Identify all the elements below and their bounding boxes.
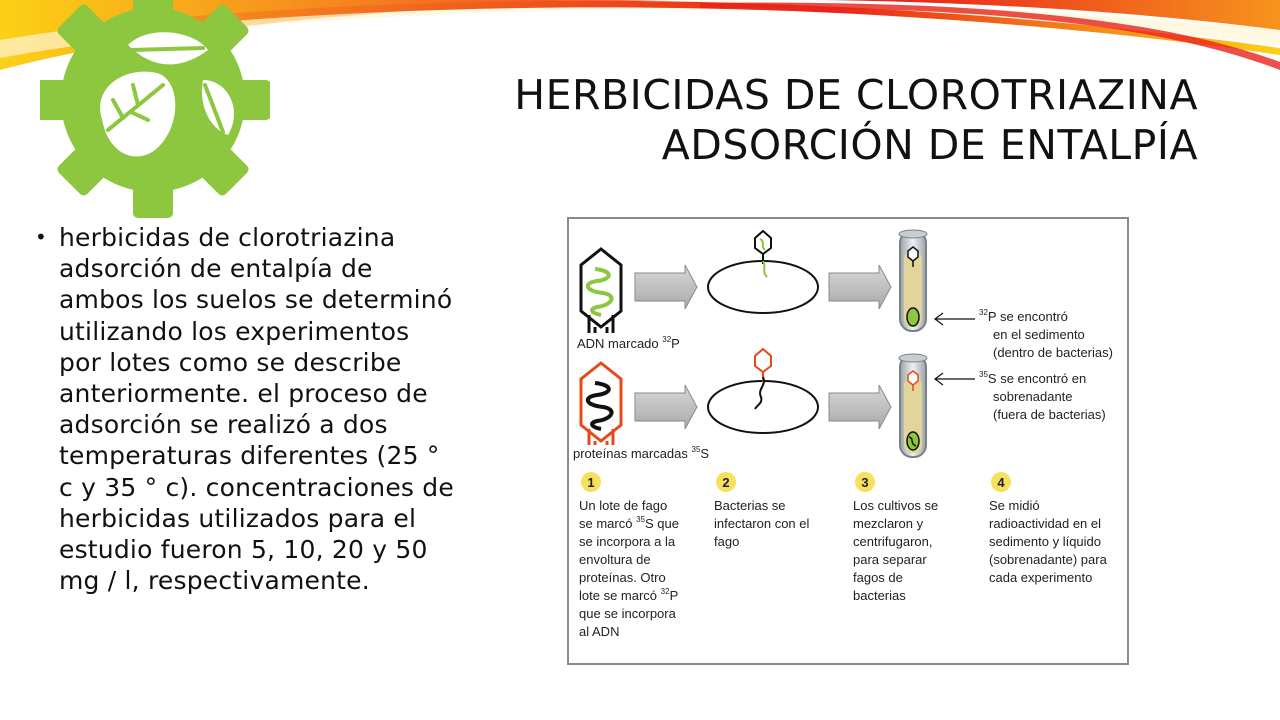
step-number: 4 [997,475,1005,490]
bullet-list [34,222,454,596]
title-line-1: HERBICIDAS DE CLOROTRIAZINA [514,71,1198,119]
leaf-gear-icon [40,0,270,225]
title-line-2: ADSORCIÓN DE ENTALPÍA [661,121,1198,169]
step-text-line: radioactividad en el [989,516,1102,531]
test-tube-2 [899,354,927,457]
step-text-line: envoltura de [579,552,651,567]
bullet-text: herbicidas de clorotriazina adsorción de entalpía de ambos los suelos se determinó utilizando los experimentos por lotes como se describe anteriormente. el proceso de adsorción se realizó a dos temperaturas diferentes (25 ° c y 35 ° c). concentraciones de herbicidas utilizados para el estudio fueron 5, 10, 20 y 50 mg / l, respectivamente. [59,223,454,596]
step-text-line: Bacterias se [714,498,786,513]
step-text-line: bacterias [853,588,906,603]
row1-result: $^{32}$P se encontró [979,308,1068,324]
step-text-line: cada experimento [989,570,1093,585]
row2-result-line2: sobrenadante [993,389,1073,404]
step-text-line: proteínas. Otro [579,570,666,585]
step-text-line: Los cultivos se [853,498,939,513]
bacterium-2 [708,381,818,433]
step-text-line: para separar [853,552,927,567]
row2-result-line3: (fuera de bacterias) [993,407,1106,422]
row1-label: ADN marcado $^{32}$P [577,335,680,351]
step-text-line: fagos de [853,570,903,585]
row2-label: proteínas marcadas $^{35}$S [573,445,710,461]
row1-result-line2: en el sedimento [993,327,1085,342]
hershey-chase-diagram [567,217,1129,665]
test-tube-1 [899,230,927,331]
row2-result: $^{35}$S se encontró en [979,370,1087,386]
step-text-line: lote se marcó $^{32}$P [579,587,679,603]
step-text-line: centrifugaron, [853,534,933,549]
step-text-line: sedimento y líquido [989,534,1102,549]
step-text-line: se incorpora a la [579,534,676,549]
bullet-item [34,222,454,596]
step-text-line: Se midió [989,498,1040,513]
step-text-line: se marcó $^{35}$S que [579,515,679,531]
slide-title [514,70,1198,170]
step-text-line: (sobrenadante) para [989,552,1107,567]
step-text-line: que se incorpora [579,606,676,621]
step-text-line: mezclaron y [853,516,924,531]
step-text-line: infectaron con el [714,516,810,531]
step-text-line: Un lote de fago [579,498,668,513]
step-number: 1 [587,475,595,490]
row1-result-line3: (dentro de bacterias) [993,345,1113,360]
bacterium-1 [708,261,818,313]
step-text-line: al ADN [579,624,620,639]
step-number: 3 [861,475,869,490]
bullet-dot-icon: • [35,225,47,249]
step-number: 2 [722,475,730,490]
step-text-line: fago [714,534,740,549]
